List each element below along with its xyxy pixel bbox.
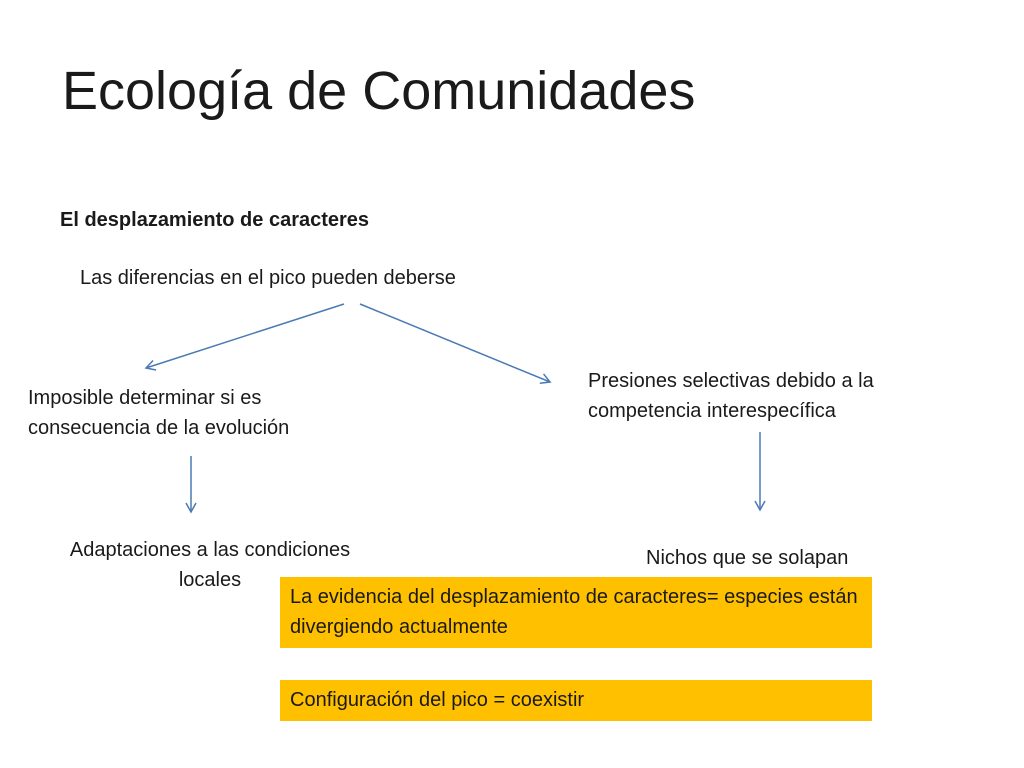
left-branch-node: Imposible determinar si es consecuencia de la evolución bbox=[28, 387, 290, 439]
slide-subtitle: El desplazamiento de caracteres bbox=[60, 209, 370, 231]
left-result-node: Adaptaciones a las condiciones locales bbox=[69, 539, 351, 591]
right-result-node: Nichos que se solapan bbox=[646, 547, 849, 569]
right-branch-node: Presiones selectivas debido a la competencia interespecífica bbox=[588, 370, 874, 422]
evidence-text: La evidencia del desplazamiento de caracteres= especies están divergiendo actualmente bbox=[290, 586, 858, 638]
slide-title: Ecología de Comunidades bbox=[62, 61, 696, 121]
conclusion-text: Configuración del pico = coexistir bbox=[290, 689, 585, 711]
arrow-to-right-branch bbox=[360, 304, 550, 382]
arrow-to-left-branch bbox=[146, 304, 344, 368]
diagram-root-node: Las diferencias en el pico pueden deberse bbox=[80, 267, 456, 289]
